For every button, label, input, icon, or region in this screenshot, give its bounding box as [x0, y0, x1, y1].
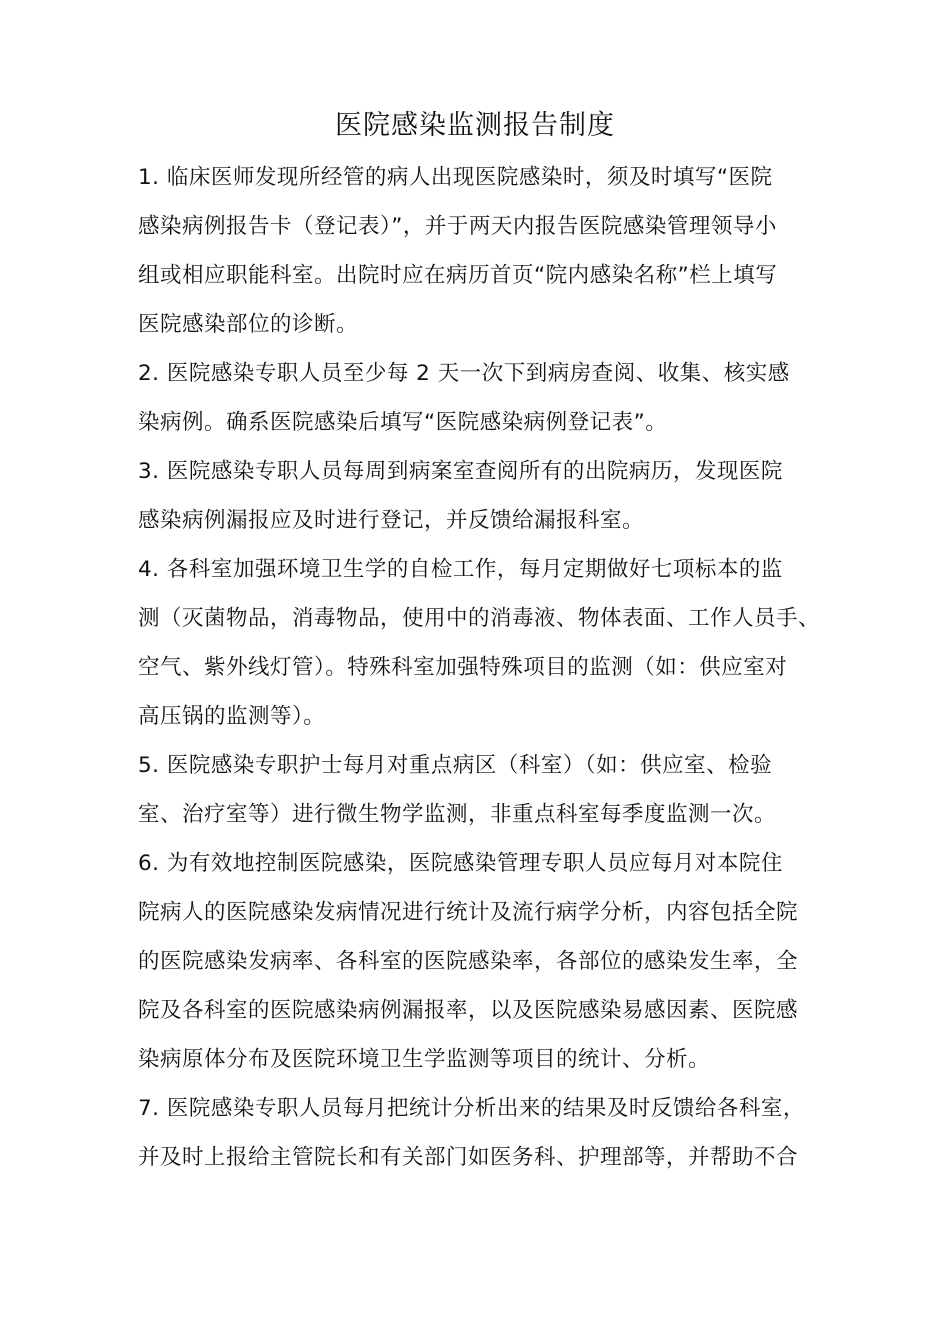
text-line: 院及各科室的医院感染病例漏报率，以及医院感染易感因素、医院感 [138, 998, 799, 1023]
paragraph-1 [138, 153, 828, 349]
paragraph-2 [138, 349, 828, 447]
paragraph-7 [138, 1084, 828, 1182]
text-line: 的医院感染发病率、各科室的医院感染率，各部位的感染发生率，全 [138, 949, 799, 974]
text-line: 7. 医院感染专职人员每月把统计分析出来的结果及时反馈给各科室， [138, 1096, 805, 1121]
text-line: 6. 为有效地控制医院感染，医院感染管理专职人员应每月对本院住 [138, 851, 783, 876]
paragraph-4 [138, 545, 828, 741]
text-line: 组或相应职能科室。出院时应在病历首页“院内感染名称”栏上填写 [138, 263, 778, 288]
text-line: 1. 临床医师发现所经管的病人出现医院感染时，须及时填写“医院 [138, 165, 773, 190]
text-line: 2. 医院感染专职人员至少每 2 天一次下到病房查阅、收集、核实感 [138, 361, 790, 386]
text-line: 高压锅的监测等）。 [138, 704, 326, 729]
text-line: 5. 医院感染专职护士每月对重点病区（科室）（如：供应室、检验 [138, 753, 773, 778]
text-line: 感染病例漏报应及时进行登记，并反馈给漏报科室。 [138, 508, 645, 533]
text-line: 测（灭菌物品，消毒物品，使用中的消毒液、物体表面、工作人员手、 [138, 606, 821, 631]
text-line: 4. 各科室加强环境卫生学的自检工作，每月定期做好七项标本的监 [138, 557, 783, 582]
text-line: 院病人的医院感染发病情况进行统计及流行病学分析，内容包括全院 [138, 900, 799, 925]
text-line: 空气、紫外线灯管）。特殊科室加强特殊项目的监测（如：供应室对 [138, 655, 788, 680]
document-body [138, 153, 828, 1182]
text-line: 感染病例报告卡（登记表）”，并于两天内报告医院感染管理领导小 [138, 214, 777, 239]
text-line: 3. 医院感染专职人员每周到病案室查阅所有的出院病历，发现医院 [138, 459, 783, 484]
text-line: 染病例。确系医院感染后填写“医院感染病例登记表”。 [138, 410, 668, 435]
document-title: 医院感染监测报告制度 [335, 110, 615, 141]
paragraph-3 [138, 447, 828, 545]
paragraph-5 [138, 741, 828, 839]
text-line: 医院感染部位的诊断。 [138, 312, 359, 337]
text-line: 室、治疗室等）进行微生物学监测，非重点科室每季度监测一次。 [138, 802, 777, 827]
text-line: 并及时上报给主管院长和有关部门如医务科、护理部等，并帮助不合 [138, 1145, 799, 1170]
paragraph-6 [138, 839, 828, 1084]
text-line: 染病原体分布及医院环境卫生学监测等项目的统计、分析。 [138, 1047, 711, 1072]
